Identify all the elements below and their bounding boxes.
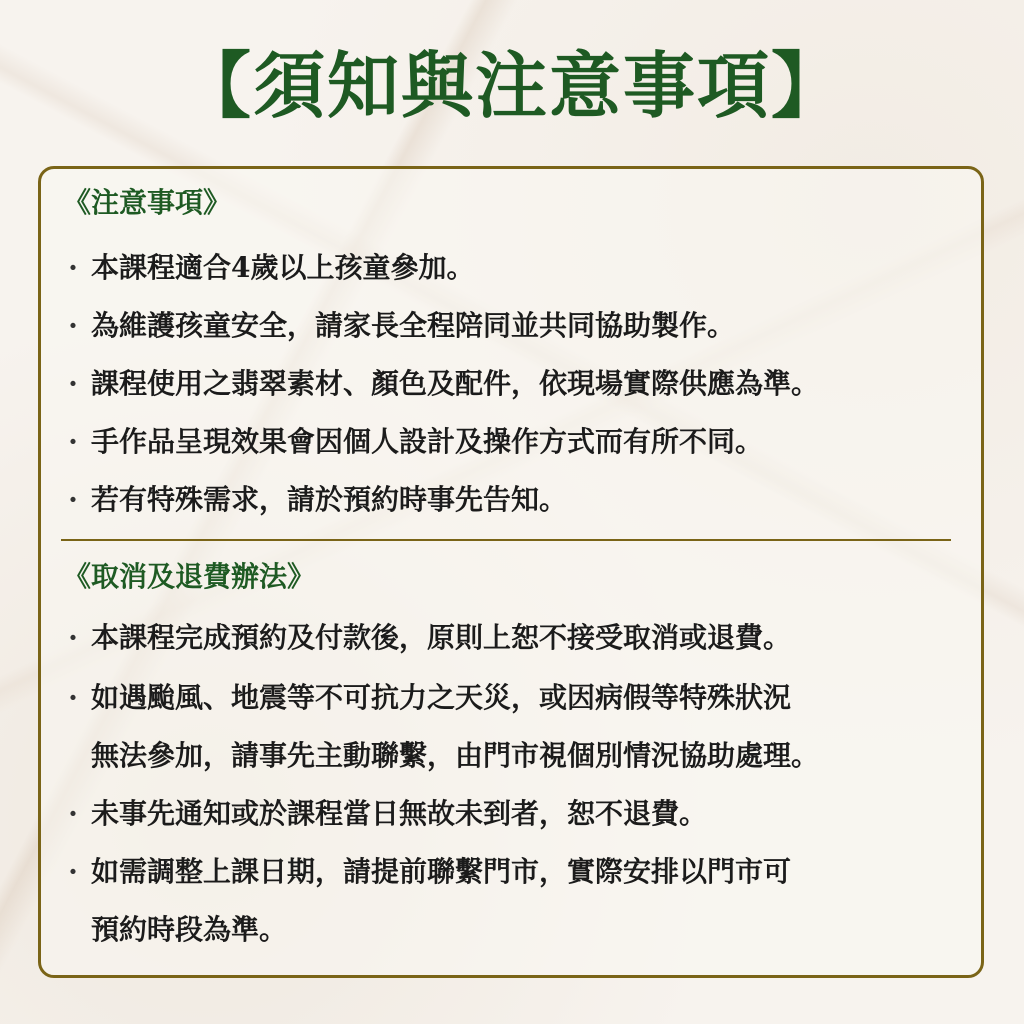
item-text: 如需調整上課日期，請提前聯繫門市，實際安排以門市可 xyxy=(91,855,792,888)
item-text-continued: 預約時段為準。 xyxy=(91,913,288,946)
item-text: 課程使用之翡翠素材、顏色及配件，依現場實際供應為準。 xyxy=(91,367,820,400)
bullet: · xyxy=(68,681,78,714)
bullet: · xyxy=(68,483,78,516)
item-text: 手作品呈現效果會因個人設計及操作方式而有所不同。 xyxy=(91,425,764,458)
item-text: 未事先通知或於課程當日無故未到者，恕不退費。 xyxy=(91,797,708,830)
bullet: · xyxy=(68,425,78,458)
bullet: · xyxy=(68,855,78,888)
list-item xyxy=(55,239,967,297)
bullet: · xyxy=(68,797,78,830)
item-text: 如遇颱風、地震等不可抗力之天災，或因病假等特殊狀況 xyxy=(91,681,792,714)
list-item xyxy=(55,355,967,413)
list-item xyxy=(55,609,967,667)
item-text: 若有特殊需求，請於預約時事先告知。 xyxy=(91,483,568,516)
bullet: · xyxy=(68,621,78,654)
item-text-continued: 無法參加，請事先主動聯繫，由門市視個別情況協助處理。 xyxy=(91,739,820,772)
list-item xyxy=(55,413,967,471)
list-item xyxy=(55,297,967,355)
notice-panel xyxy=(38,166,984,978)
bullet: · xyxy=(68,251,78,284)
list-item xyxy=(55,785,967,843)
section-heading-notes: 《注意事項》 xyxy=(63,186,232,219)
bullet: · xyxy=(68,309,78,342)
section-divider xyxy=(61,539,951,541)
bullet: · xyxy=(68,367,78,400)
list-item xyxy=(55,843,967,959)
list-item xyxy=(55,669,967,785)
item-text: 本課程完成預約及付款後，原則上恕不接受取消或退費。 xyxy=(91,621,792,654)
page-title: 【須知與注意事項】 xyxy=(178,43,845,128)
item-text: 為維護孩童安全，請家長全程陪同並共同協助製作。 xyxy=(91,309,736,342)
list-item xyxy=(55,471,967,529)
section-heading-cancellation: 《取消及退費辦法》 xyxy=(63,560,316,593)
item-text: 本課程適合4歲以上孩童參加。 xyxy=(91,251,475,284)
